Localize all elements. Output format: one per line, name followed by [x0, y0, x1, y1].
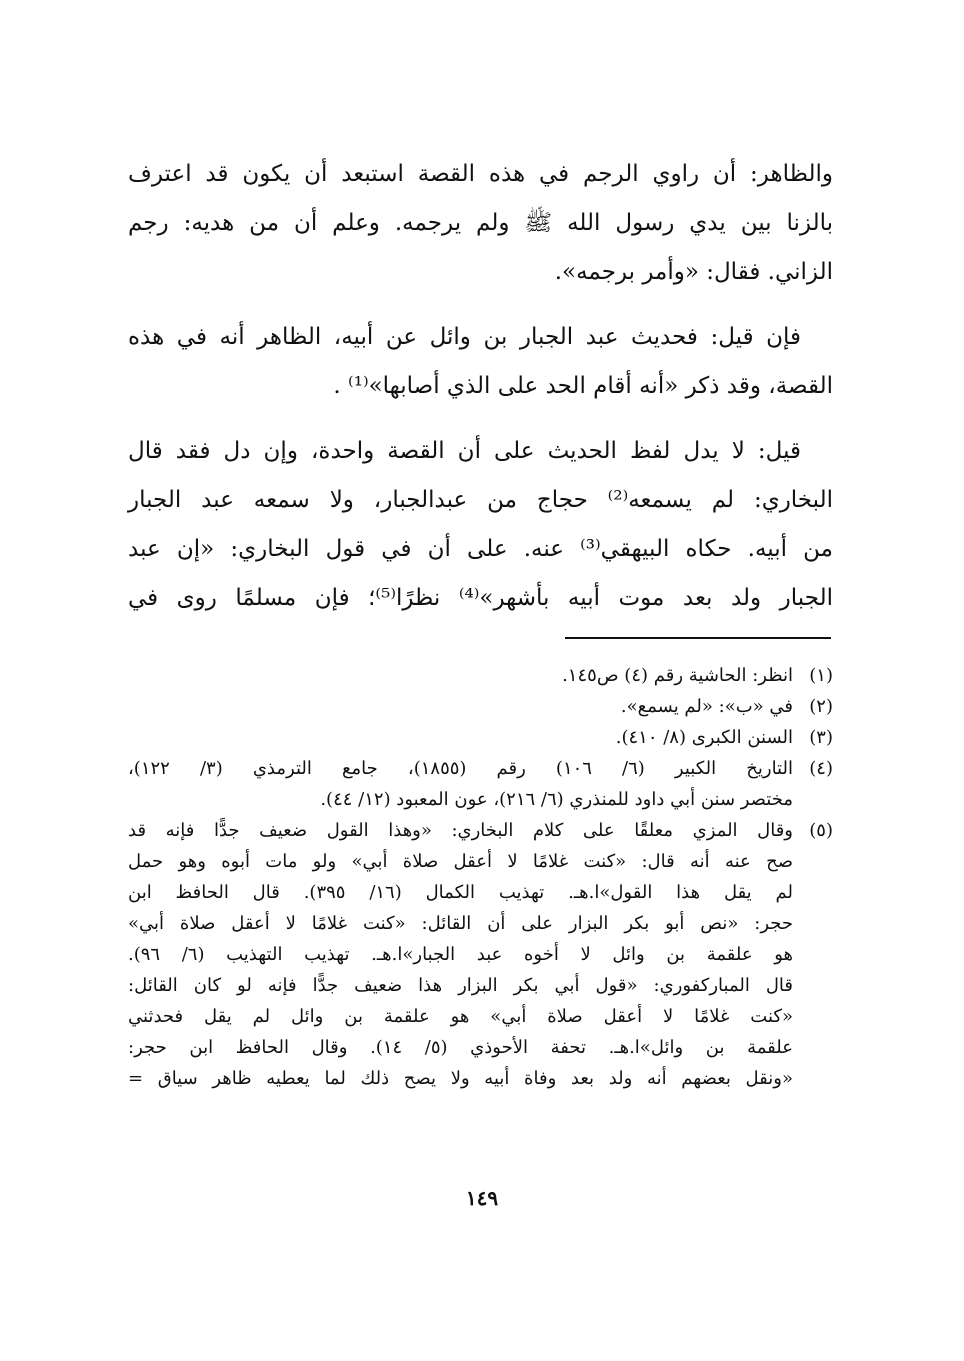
footnote-line: «ونقل بعضهم أنه ولد بعد وفاة أبيه ولا يصح ذلك لما يعطيه ظاهر سياق =	[128, 1068, 793, 1089]
text-line: القصة، وقد ذكر «أنه أقام الحد على الذي أصابها»⁽¹⁾ .	[333, 373, 833, 399]
footnote-line: وقال المزي معلقًا على كلام البخاري: «وهذا القول ضعيف جدًّا فإنه قد	[128, 820, 793, 841]
footnote-line: قال المباركفوري: «قول أبي بكر البزار هذا ضعيف جدًّا فإنه لو كان القائل:	[128, 975, 793, 996]
paragraph-2	[128, 313, 833, 411]
paragraph-3	[128, 427, 833, 623]
footnote-5	[128, 815, 833, 1094]
footnote-line: السنن الكبرى (٨/ ٤١٠).	[615, 727, 793, 748]
footnote-line: صح عنه أنه قال: «كنت غلامًا لا أعقل صلاة أبي» ولو مات أبوه وهو حمل	[128, 851, 793, 872]
footnote-text	[128, 722, 793, 753]
text-line: البخاري: لم يسمعه⁽²⁾ حجاج من عبدالجبار، ولا سمعه عبد الجبار	[128, 487, 833, 513]
footnotes	[128, 660, 833, 1094]
footnote-text	[128, 753, 793, 815]
footnote-3	[128, 722, 833, 753]
footnote-number: (٥)	[809, 820, 833, 841]
footnote-line: علقمة بن وائل»ا.هـ. تحفة الأحوذي (٥/ ١٤). وقال الحافظ ابن حجر:	[128, 1037, 793, 1058]
footnote-number: (٣)	[809, 727, 833, 748]
footnote-line: لم يقل هذا القول»ا.هـ. تهذيب الكمال (١٦/ ٣٩٥). قال الحافظ ابن	[128, 882, 794, 903]
text-line: فإن قيل: فحديث عبد الجبار بن وائل عن أبيه، الظاهر أنه في هذه	[128, 324, 801, 350]
footnote-text	[128, 691, 793, 722]
footnote-line: هو علقمة بن وائل لا أخوه عبد الجبار»ا.هـ. تهذيب التهذيب (٦/ ٩٦).	[128, 944, 793, 965]
footnote-2	[128, 691, 833, 722]
footnote-number: (١)	[809, 665, 833, 686]
text-line: من أبيه. حكاه البيهقي⁽³⁾ عنه. على أن في قول البخاري: «إن عبد	[128, 536, 833, 562]
text-line: بالزنا بين يدي رسول الله ﷺ ولم يرجمه. وعلم أن من هديه: رجم	[128, 210, 833, 236]
footnote-number: (٤)	[809, 758, 833, 779]
page-number: ١٤٩	[465, 1186, 499, 1210]
footnote-line: التاريخ الكبير (٦/ ١٠٦) رقم (١٨٥٥)، جامع الترمذي (٣/ ١٢٢)،	[128, 758, 793, 779]
footnote-text	[128, 815, 793, 1094]
footnote-number: (٢)	[809, 696, 833, 717]
footnote-line: حجر: «نص أبو بكر البزار على أن القائل: «كنت غلامًا لا أعقل صلاة أبي»	[128, 913, 793, 934]
footnote-1	[128, 660, 833, 691]
text-line: قيل: لا يدل لفظ الحديث على أن القصة واحدة، وإن دل فقد قال	[128, 438, 801, 464]
footnote-line: انظر: الحاشية رقم (٤) ص١٤٥.	[562, 665, 793, 686]
text-line: والظاهر: أن راوي الرجم في هذه القصة استبعد أن يكون قد اعترف	[128, 161, 833, 187]
main-text	[128, 150, 833, 623]
footnote-separator	[565, 637, 831, 639]
footnote-line: في «ب»: «لم يسمع».	[620, 696, 793, 717]
footnote-4	[128, 753, 833, 815]
text-line: الزاني. فقال: «وأمر برجمه».	[554, 259, 833, 285]
footnote-text	[128, 660, 793, 691]
footnote-line: مختصر سنن أبي داود للمنذري (٦/ ٢١٦)، عون المعبود (١٢/ ٤٤).	[320, 789, 793, 810]
text-line: الجبار ولد بعد موت أبيه بأشهر»⁽⁴⁾ نظرًا⁽⁵⁾؛ فإن مسلمًا روى في	[128, 585, 833, 611]
footnote-line: «كنت غلامًا لا أعقل صلاة أبي» هو علقمة بن وائل لم يقل فحدثني	[128, 1006, 793, 1027]
paragraph-1	[128, 150, 833, 297]
